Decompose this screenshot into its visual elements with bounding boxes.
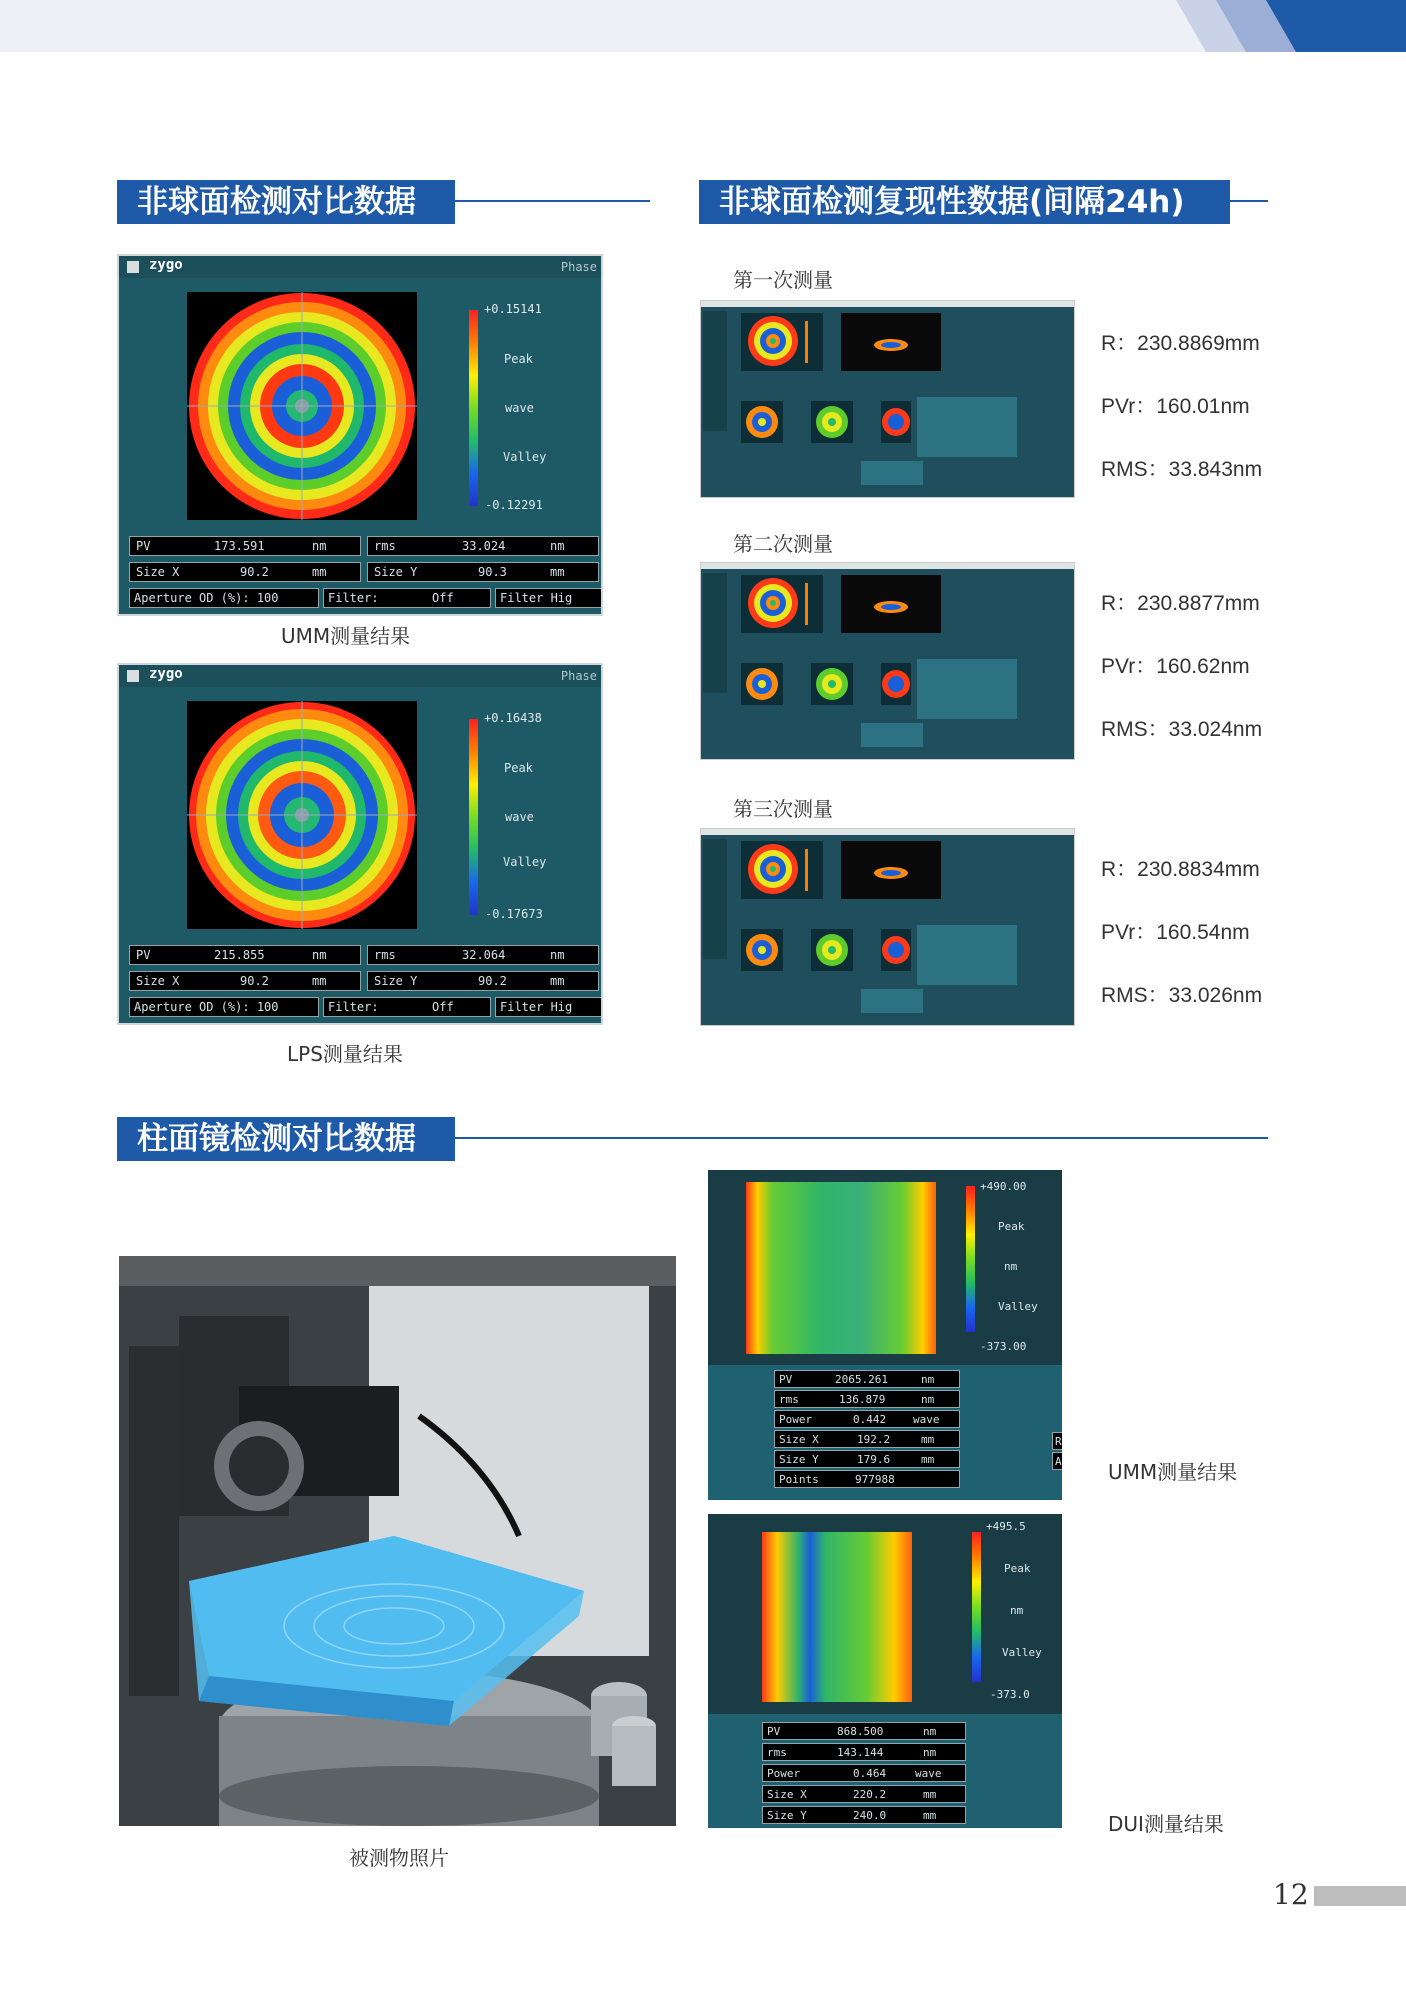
row-value: 2065.261 bbox=[835, 1373, 888, 1386]
section-title-aspheric-repeat: 非球面检测复现性数据(间隔24h) bbox=[699, 180, 1230, 224]
row-label: PV bbox=[779, 1373, 793, 1386]
row-unit: nm bbox=[921, 1393, 935, 1406]
cyl-umm-row-sizey bbox=[774, 1450, 960, 1468]
measure-3-pvr: PVr：160.54nm bbox=[1101, 921, 1250, 944]
scale-top-value: +0.15141 bbox=[484, 302, 542, 316]
rms-label: rms bbox=[374, 539, 396, 553]
unit-label: nm bbox=[1010, 1604, 1024, 1617]
cyl-umm-row-pv bbox=[774, 1370, 960, 1388]
section-rule bbox=[455, 200, 650, 202]
close-icon bbox=[127, 261, 139, 273]
close-icon bbox=[127, 670, 139, 682]
pv-value: 173.591 bbox=[214, 539, 265, 553]
scale-bottom-value: -373.0 bbox=[990, 1688, 1030, 1701]
sizey-label: Size Y bbox=[374, 974, 418, 988]
filter-hig-row bbox=[495, 588, 603, 608]
measure-2-rms: RMS：33.024nm bbox=[1101, 718, 1263, 741]
ring-map bbox=[187, 292, 417, 520]
umm-caption: UMM测量结果 bbox=[281, 624, 411, 648]
ring-map bbox=[187, 701, 417, 929]
row-value: 192.2 bbox=[857, 1433, 891, 1446]
rms-row bbox=[367, 536, 599, 556]
measure-1-screenshot bbox=[700, 300, 1075, 498]
umm-zygo-panel bbox=[117, 254, 603, 616]
rms-value: 33.024 bbox=[462, 539, 506, 553]
cyl-dui-panel bbox=[708, 1514, 1062, 1828]
filter-label: Filter: bbox=[328, 591, 379, 605]
cyl-umm-caption: UMM测量结果 bbox=[1108, 1460, 1238, 1484]
row-label: PV bbox=[767, 1725, 781, 1738]
unit-label: wave bbox=[505, 810, 534, 824]
aperture-row bbox=[129, 997, 319, 1017]
unit-label: nm bbox=[1004, 1260, 1018, 1273]
sizey-row bbox=[367, 562, 599, 582]
page-number-bar bbox=[1314, 1886, 1406, 1906]
filter-hig-text: Filter Hig bbox=[500, 591, 573, 605]
color-scale-bar bbox=[469, 719, 478, 915]
row-label: Size X bbox=[779, 1433, 819, 1446]
sizex-row bbox=[129, 562, 361, 582]
unit-label: wave bbox=[505, 401, 534, 415]
sizex-value: 90.2 bbox=[240, 565, 269, 579]
filter-value: Off bbox=[432, 1000, 454, 1014]
row-value: 0.464 bbox=[853, 1767, 887, 1780]
row-unit: nm bbox=[921, 1373, 935, 1386]
pv-row bbox=[129, 536, 361, 556]
filter-hig-text: Filter Hig bbox=[500, 1000, 573, 1014]
sizex-label: Size X bbox=[136, 974, 180, 988]
phase-label: Phase bbox=[560, 669, 597, 683]
row-unit: mm bbox=[923, 1809, 937, 1822]
row-unit: wave bbox=[915, 1767, 942, 1780]
section-rule bbox=[1230, 200, 1268, 202]
sizex-unit: mm bbox=[312, 974, 327, 988]
measure-3-screenshot bbox=[700, 828, 1075, 1026]
aperture-row bbox=[129, 588, 319, 608]
row-label: Size Y bbox=[779, 1453, 819, 1466]
sizex-row bbox=[129, 971, 361, 991]
filter-value: Off bbox=[432, 591, 454, 605]
measure-1-r: R：230.8869mm bbox=[1101, 332, 1260, 355]
row-unit: mm bbox=[921, 1453, 935, 1466]
measure-3-rms: RMS：33.026nm bbox=[1101, 984, 1263, 1007]
zygo-logo: zygo bbox=[149, 257, 183, 273]
row-value: 0.442 bbox=[853, 1413, 887, 1426]
scale-top-value: +495.5 bbox=[986, 1520, 1026, 1533]
sizex-value: 90.2 bbox=[240, 974, 269, 988]
rms-unit: nm bbox=[550, 539, 565, 553]
cyl-dui-row-sizex bbox=[762, 1785, 966, 1803]
row-label: rms bbox=[779, 1393, 799, 1406]
row-unit: mm bbox=[923, 1788, 937, 1801]
row-value: 868.500 bbox=[837, 1725, 884, 1738]
cyl-umm-side-a bbox=[1052, 1452, 1062, 1470]
section-rule bbox=[455, 1137, 1268, 1139]
color-scale-bar bbox=[966, 1186, 975, 1332]
page-number: 12 bbox=[1273, 1878, 1309, 1911]
color-scale-bar bbox=[972, 1532, 981, 1682]
row-value: 220.2 bbox=[853, 1788, 887, 1801]
sizey-value: 90.2 bbox=[478, 974, 507, 988]
scale-bottom-value: -0.12291 bbox=[485, 498, 543, 512]
sizey-unit: mm bbox=[550, 974, 565, 988]
rms-row bbox=[367, 945, 599, 965]
scale-bottom-value: -373.00 bbox=[980, 1340, 1027, 1353]
measure-1-label: 第一次测量 bbox=[733, 268, 833, 292]
pv-unit: nm bbox=[312, 948, 327, 962]
aperture-text: Aperture OD (%): 100 bbox=[134, 591, 279, 605]
cyl-umm-surface-map bbox=[746, 1182, 936, 1354]
phase-map bbox=[187, 701, 417, 929]
cyl-umm-row-rms bbox=[774, 1390, 960, 1408]
measure-1-pvr: PVr：160.01nm bbox=[1101, 395, 1250, 418]
filter-row bbox=[323, 997, 491, 1017]
row-label: Size Y bbox=[767, 1809, 807, 1822]
row-unit: wave bbox=[913, 1413, 940, 1426]
cyl-umm-side-r bbox=[1052, 1432, 1062, 1450]
peak-label: Peak bbox=[1004, 1562, 1031, 1575]
side-r-label: R bbox=[1055, 1435, 1062, 1448]
peak-label: Peak bbox=[504, 761, 533, 775]
sizey-unit: mm bbox=[550, 565, 565, 579]
cyl-dui-row-pv bbox=[762, 1722, 966, 1740]
phase-map bbox=[187, 292, 417, 520]
row-label: Power bbox=[767, 1767, 801, 1780]
zygo-logo: zygo bbox=[149, 666, 183, 682]
row-value: 977988 bbox=[855, 1473, 895, 1486]
cyl-umm-panel bbox=[708, 1170, 1062, 1500]
filter-row bbox=[323, 588, 491, 608]
sizex-label: Size X bbox=[136, 565, 180, 579]
measure-2-screenshot bbox=[700, 562, 1075, 760]
row-unit: mm bbox=[921, 1433, 935, 1446]
cyl-umm-row-power bbox=[774, 1410, 960, 1428]
scale-top-value: +0.16438 bbox=[484, 711, 542, 725]
lps-caption: LPS测量结果 bbox=[287, 1042, 403, 1066]
pv-value: 215.855 bbox=[214, 948, 265, 962]
phase-label: Phase bbox=[560, 260, 597, 274]
valley-label: Valley bbox=[503, 855, 547, 869]
peak-label: Peak bbox=[998, 1220, 1025, 1233]
scale-top-value: +490.00 bbox=[980, 1180, 1027, 1193]
scale-bottom-value: -0.17673 bbox=[485, 907, 543, 921]
section-title-aspheric-compare: 非球面检测对比数据 bbox=[117, 180, 455, 224]
row-value: 143.144 bbox=[837, 1746, 884, 1759]
cyl-dui-surface-map bbox=[762, 1532, 912, 1702]
rms-label: rms bbox=[374, 948, 396, 962]
sizey-label: Size Y bbox=[374, 565, 418, 579]
photo-caption: 被测物照片 bbox=[349, 1846, 449, 1870]
aperture-text: Aperture OD (%): 100 bbox=[134, 1000, 279, 1014]
filter-hig-row bbox=[495, 997, 603, 1017]
cyl-umm-row-sizex bbox=[774, 1430, 960, 1448]
sizex-unit: mm bbox=[312, 565, 327, 579]
rms-value: 32.064 bbox=[462, 948, 506, 962]
pv-label: PV bbox=[136, 948, 151, 962]
filter-label: Filter: bbox=[328, 1000, 379, 1014]
section-title-cylinder-compare: 柱面镜检测对比数据 bbox=[117, 1117, 455, 1161]
row-label: Power bbox=[779, 1413, 813, 1426]
valley-label: Valley bbox=[1002, 1646, 1042, 1659]
panel-titlebar bbox=[119, 665, 601, 687]
corner-stripes bbox=[1176, 0, 1406, 52]
measure-3-r: R：230.8834mm bbox=[1101, 858, 1260, 881]
row-value: 136.879 bbox=[839, 1393, 886, 1406]
sizey-value: 90.3 bbox=[478, 565, 507, 579]
valley-label: Valley bbox=[503, 450, 547, 464]
row-unit: nm bbox=[923, 1746, 937, 1759]
row-label: Size X bbox=[767, 1788, 807, 1801]
pv-label: PV bbox=[136, 539, 151, 553]
cyl-dui-caption: DUI测量结果 bbox=[1108, 1812, 1224, 1836]
side-a-label: A bbox=[1055, 1455, 1062, 1468]
measure-2-label: 第二次测量 bbox=[733, 532, 833, 556]
peak-label: Peak bbox=[504, 352, 533, 366]
measure-2-r: R：230.8877mm bbox=[1101, 592, 1260, 615]
lps-zygo-panel bbox=[117, 663, 603, 1025]
row-label: Points bbox=[779, 1473, 819, 1486]
measure-3-label: 第三次测量 bbox=[733, 797, 833, 821]
row-value: 179.6 bbox=[857, 1453, 891, 1466]
measure-1-rms: RMS：33.843nm bbox=[1101, 458, 1263, 481]
sizey-row bbox=[367, 971, 599, 991]
color-scale-bar bbox=[469, 310, 478, 506]
cyl-dui-row-power bbox=[762, 1764, 966, 1782]
row-value: 240.0 bbox=[853, 1809, 887, 1822]
cyl-dui-row-sizey bbox=[762, 1806, 966, 1824]
specimen-photo bbox=[119, 1256, 676, 1826]
row-label: rms bbox=[767, 1746, 787, 1759]
valley-label: Valley bbox=[998, 1300, 1038, 1313]
row-unit: nm bbox=[923, 1725, 937, 1738]
measure-2-pvr: PVr：160.62nm bbox=[1101, 655, 1250, 678]
cyl-umm-row-points bbox=[774, 1470, 960, 1488]
panel-titlebar bbox=[119, 256, 601, 278]
pv-unit: nm bbox=[312, 539, 327, 553]
cyl-dui-row-rms bbox=[762, 1743, 966, 1761]
rms-unit: nm bbox=[550, 948, 565, 962]
pv-row bbox=[129, 945, 361, 965]
